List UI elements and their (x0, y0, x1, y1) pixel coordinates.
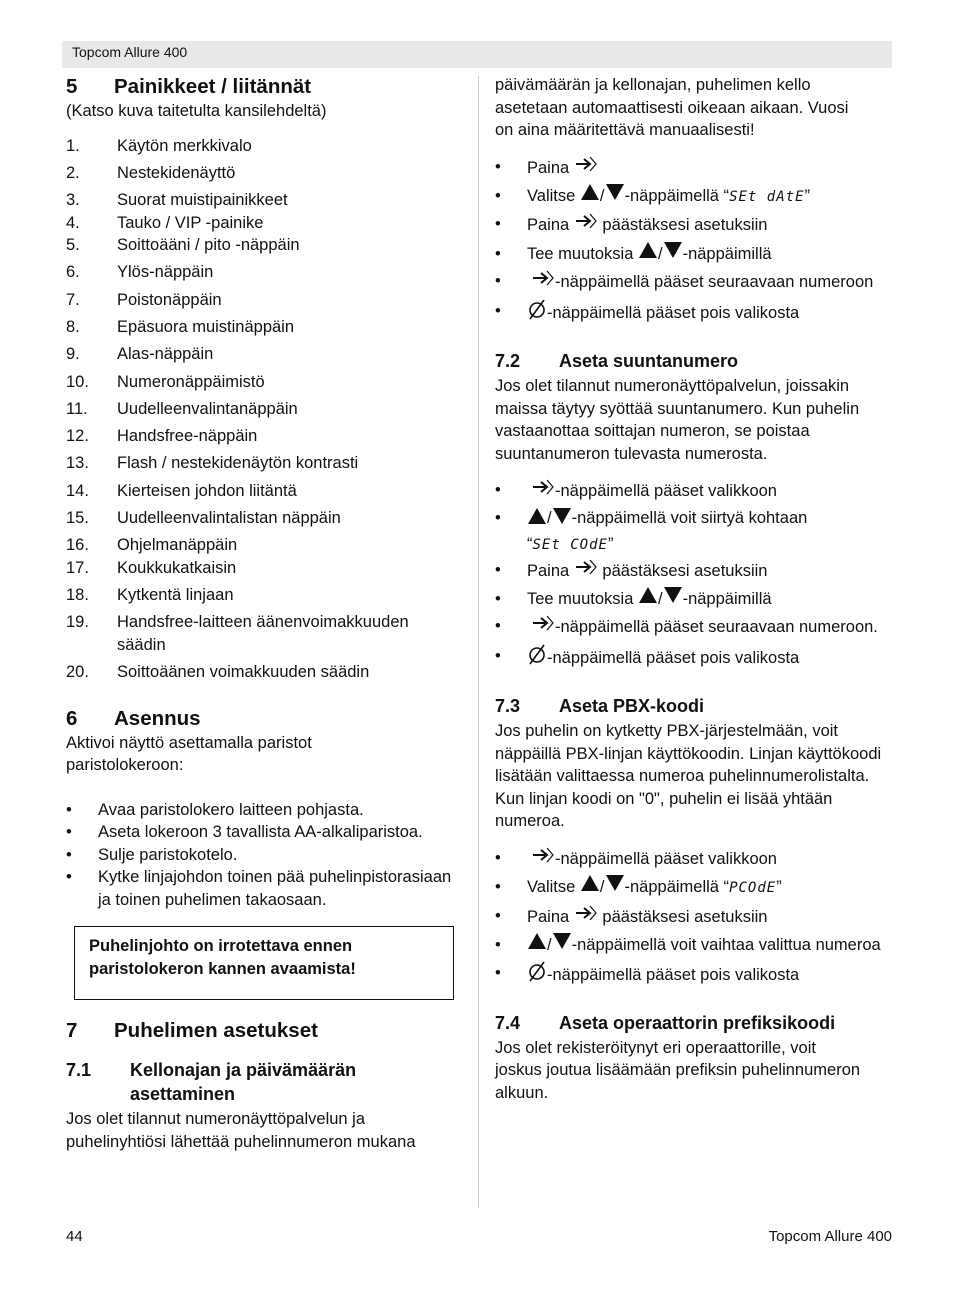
date-steps-list (495, 154, 895, 330)
exit-slash-icon (527, 298, 547, 329)
menu-arrow-icon (527, 845, 555, 874)
list-item: • Kytke linjajohdon toinen pää puhelinpistorasiaan ja toinen puhelimen takaosaan. (66, 868, 452, 909)
section-6-heading: 6 Asennus (66, 706, 201, 730)
section-5-subtitle: (Katso kuva taitetulta kansilehdeltä) (66, 102, 327, 120)
down-arrow-icon (605, 874, 625, 901)
list-item: 17. Koukkukatkaisin (66, 558, 237, 577)
page-number: 44 (66, 1228, 83, 1245)
header-title: Topcom Allure 400 (72, 44, 188, 60)
section-7-3-text: Jos puhelin on kytketty PBX-järjestelmään, voit näppäillä PBX-linjan käyttökoodin. Linjan käyttökoodi lisätään valittaessa numeroa puhelinnumerolistalta. Kun linjan koodi on "0", puhelin ei lisää yhtään numeroa. (495, 722, 882, 831)
list-item: • / -näppäimellä voit siirtyä kohtaan “SEt COdE” (495, 506, 895, 556)
up-arrow-icon (638, 586, 658, 613)
pbx-steps-list (495, 845, 895, 991)
list-item: 3. Suorat muistipainikkeet (66, 191, 288, 210)
section-5-heading: 5 Painikkeet / liitännät (66, 75, 312, 98)
up-arrow-icon (527, 932, 547, 959)
list-item: • Valitse / -näppäimellä “SEt dAtE” (495, 183, 895, 211)
column-divider (478, 76, 479, 1208)
list-item: 19. Handsfree-laitteen äänenvoimakkuuden säädin (66, 613, 409, 654)
list-item: • Tee muutoksia / -näppäimillä (495, 241, 895, 268)
list-item: 10. Numeronäppäimistö (66, 372, 265, 391)
page-header (62, 41, 892, 68)
down-arrow-icon (605, 183, 625, 210)
up-arrow-icon (580, 183, 600, 210)
menu-arrow-icon (574, 903, 598, 932)
section-7-1-text-cont: päivämäärän ja kellonajan, puhelimen kello asetetaan automaattisesti oikeaan aikaan. Vuosi on aina määritettävä manuaalisesti! (495, 76, 849, 139)
list-item: 20. Soittoäänen voimakkuuden säädin (66, 663, 370, 682)
list-item: • Paina päästäksesi asetuksiin (495, 903, 895, 932)
list-item: • Sulje paristokotelo. (66, 845, 238, 864)
section-7-1-heading: 7.1 Kellonajan ja päivämäärän asettaminen (66, 1060, 357, 1105)
list-item: 9. Alas-näppäin (66, 345, 214, 364)
list-item: • Paina päästäksesi asetuksiin (495, 557, 895, 586)
exit-slash-icon (527, 643, 547, 674)
down-arrow-icon (552, 507, 572, 532)
list-item: 1. Käytön merkkivalo (66, 136, 252, 155)
list-item: • -näppäimellä pääset valikkoon (495, 477, 895, 506)
list-item: 8. Epäsuora muistinäppäin (66, 317, 295, 336)
list-item: 4. Tauko / VIP -painike (66, 213, 264, 232)
list-item: • -näppäimellä pääset seuraavaan numeroon (495, 268, 895, 297)
list-item: 18. Kytkentä linjaan (66, 586, 234, 605)
list-item: • -näppäimellä pääset valikkoon (495, 845, 895, 874)
warning-note: Puhelinjohto on irrotettava ennen paristolokeron kannen avaamista! (74, 926, 454, 1000)
menu-arrow-icon (527, 268, 555, 297)
section-7-2-text: Jos olet tilannut numeronäyttöpalvelun, joissakin maissa täytyy syöttää suuntanumero. Kun puhelin vastaanottaa soittajan numeron, se poistaa suuntanumeron tulevasta numerosta. (495, 377, 860, 463)
down-arrow-icon (663, 241, 683, 268)
left-column (66, 74, 461, 1153)
up-arrow-icon (580, 874, 600, 901)
list-item: • Paina (495, 154, 895, 183)
install-steps-list (66, 799, 461, 912)
up-arrow-icon (638, 241, 658, 268)
list-item: • Paina päästäksesi asetuksiin (495, 211, 895, 240)
up-arrow-icon (527, 507, 547, 532)
section-7-4-text: Jos olet rekisteröitynyt eri operaattorille, voit joskus joutua lisäämään prefiksin puhelinnumeron alkuun. (495, 1038, 861, 1102)
section-7-3-heading: 7.3 Aseta PBX-koodi (495, 696, 705, 717)
list-item: 15. Uudelleenvalintalistan näppäin (66, 509, 341, 528)
list-item: • Avaa paristolokero laitteen pohjasta. (66, 800, 364, 819)
section-7-4-heading: 7.4 Aseta operaattorin prefiksikoodi (495, 1012, 836, 1033)
list-item: 2. Nestekidenäyttö (66, 163, 236, 182)
list-item: • / -näppäimellä voit vaihtaa valittua numeroa (495, 932, 895, 959)
buttons-list (66, 135, 461, 684)
list-item: • Tee muutoksia / -näppäimillä (495, 586, 895, 613)
list-item: • -näppäimellä pääset pois valikosta (495, 643, 895, 674)
list-item: 5. Soittoääni / pito -näppäin (66, 236, 300, 255)
menu-arrow-icon (574, 154, 598, 183)
list-item: • Aseta lokeroon 3 tavallista AA-alkaliparistoa. (66, 823, 423, 842)
menu-arrow-icon (574, 557, 598, 586)
list-item: 16. Ohjelmanäppäin (66, 536, 238, 555)
list-item: 14. Kierteisen johdon liitäntä (66, 481, 297, 500)
section-7-1-text-start: Jos olet tilannut numeronäyttöpalvelun ja puhelinyhtiösi lähettää puhelinnumeron mukana (66, 1110, 416, 1151)
exit-slash-icon (527, 960, 547, 991)
list-item: 7. Poistonäppäin (66, 290, 222, 309)
list-item: 11. Uudelleenvalintanäppäin (66, 399, 298, 418)
section-6-intro: Aktivoi näyttö asettamalla paristot paristolokeroon: (66, 733, 312, 775)
list-item: • -näppäimellä pääset pois valikosta (495, 960, 895, 991)
section-7-2-heading: 7.2 Aseta suuntanumero (495, 351, 739, 372)
list-item: • Valitse / -näppäimellä “PCOdE” (495, 874, 895, 902)
list-item: 13. Flash / nestekidenäytön kontrasti (66, 454, 359, 473)
list-item: • -näppäimellä pääset seuraavaan numeroon. (495, 613, 895, 642)
area-code-steps-list (495, 477, 895, 674)
down-arrow-icon (663, 586, 683, 613)
menu-arrow-icon (527, 613, 555, 642)
footer-title: Topcom Allure 400 (768, 1228, 892, 1245)
list-item: 12. Handsfree-näppäin (66, 427, 258, 446)
right-column (495, 74, 895, 1104)
list-item: • -näppäimellä pääset pois valikosta (495, 298, 895, 329)
list-item: 6. Ylös-näppäin (66, 263, 214, 282)
section-7-heading: 7 Puhelimen asetukset (66, 1019, 318, 1043)
menu-arrow-icon (527, 477, 555, 506)
down-arrow-icon (552, 932, 572, 959)
menu-arrow-icon (574, 211, 598, 240)
